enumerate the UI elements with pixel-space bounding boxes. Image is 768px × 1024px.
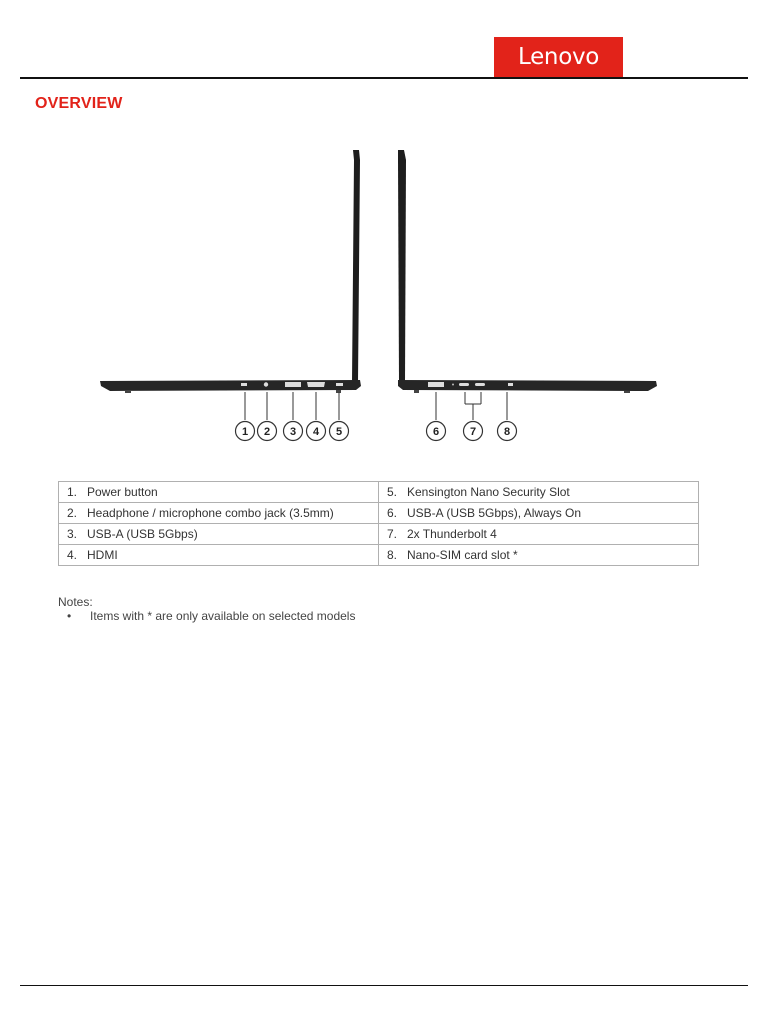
security-slot-port [336,383,343,386]
table-row [59,545,699,566]
port-label: HDMI [87,548,118,562]
port-label: Power button [87,485,158,499]
port-label: USB-A (USB 5Gbps), Always On [407,506,582,520]
callout-5 [330,422,349,441]
port-cell-1 [59,482,379,503]
ports-table [58,481,699,566]
thunderbolt-port-1 [459,383,469,386]
callout-8 [498,422,517,441]
port-number: 4. [67,548,78,562]
port-label: Headphone / microphone combo jack (3.5mm) [87,506,334,520]
port-cell-4 [59,545,379,566]
note-text: Items with * are only available on selected models [90,609,356,623]
callout-6-label: 6 [432,426,440,438]
list-item [58,609,355,623]
usb-a-port [285,382,301,387]
callout-7-label: 7 [469,426,477,438]
port-cell-8 [379,545,699,566]
table-row [59,524,699,545]
port-cell-7 [379,524,699,545]
notes-list [58,609,355,623]
notes-label: Notes: [58,595,93,609]
footer-divider [20,985,748,986]
callout-8-label: 8 [503,426,511,438]
port-cell-3 [59,524,379,545]
lenovo-logo: Lenovo [494,37,623,77]
power-button-port [241,383,247,386]
callout-7 [464,422,483,441]
port-cell-2 [59,503,379,524]
port-label: Nano-SIM card slot * [407,548,518,562]
port-number: 1. [67,485,78,499]
port-label: Kensington Nano Security Slot [407,485,570,499]
thunderbolt-port-2 [475,383,485,386]
hdmi-port [307,382,325,387]
usb-a-always-on-port [428,382,444,387]
table-row [59,482,699,503]
port-number: 6. [387,506,398,520]
callout-2-label: 2 [263,426,271,438]
port-number: 3. [67,527,78,541]
callout-5-label: 5 [335,426,343,438]
header-divider [20,77,748,79]
callout-1 [236,422,255,441]
callout-3-label: 3 [289,426,297,438]
callout-1-label: 1 [241,426,249,438]
port-number: 8. [387,548,398,562]
port-number: 7. [387,527,398,541]
callout-6 [427,422,446,441]
nano-sim-slot [508,383,513,386]
callout-4-label: 4 [312,426,320,438]
port-label: 2x Thunderbolt 4 [407,527,497,541]
port-cell-6 [379,503,699,524]
table-row [59,503,699,524]
laptop-side-views-figure [0,130,768,460]
port-number: 2. [67,506,78,520]
page-title: OVERVIEW [35,95,123,112]
port-label: USB-A (USB 5Gbps) [87,527,198,541]
port-cell-5 [379,482,699,503]
callout-3 [284,422,303,441]
laptop-right-side-view [398,150,657,420]
port-number: 5. [387,485,398,499]
callout-2 [258,422,277,441]
callout-4 [307,422,326,441]
laptop-left-side-view [100,150,361,420]
audio-jack-port [264,382,268,386]
bullet-icon: • [67,609,72,623]
